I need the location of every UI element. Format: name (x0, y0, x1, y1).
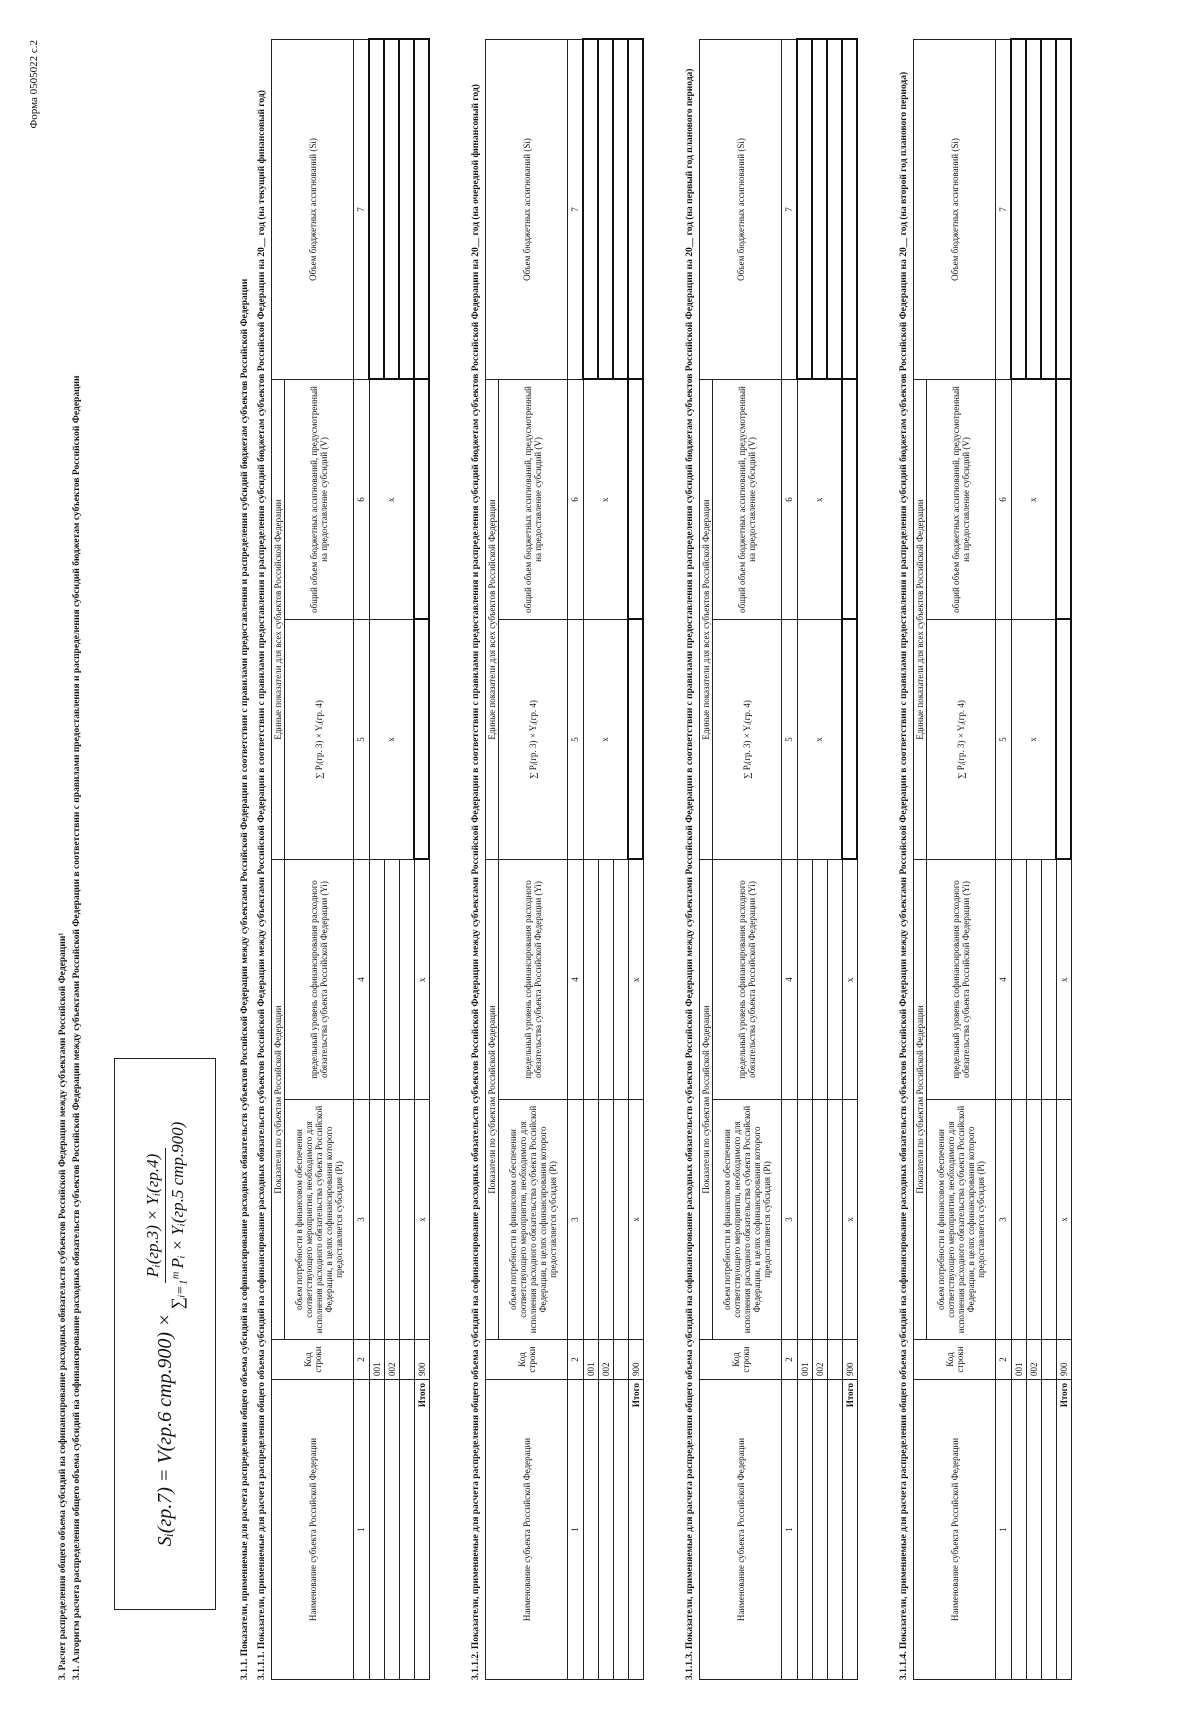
pi-value-cell[interactable] (369, 1100, 384, 1340)
total-si-cell[interactable] (414, 40, 429, 380)
total-yi-cross: x (1056, 860, 1071, 1100)
column-number: 4 (782, 860, 798, 1100)
header-si: Объем бюджетных ассигнований (Si) (914, 40, 996, 380)
section-1 (256, 40, 430, 1680)
row-code-empty (1041, 1340, 1056, 1380)
yi-value-cell[interactable] (369, 860, 384, 1100)
section-title: 3.1.1.3. Показатели, применяемые для расчета распределения общего объема субсидий на софинансирование расходных обязательств субъектов Российской Федерации между субъектами Российской Федерации в соответствии с правилами предоставления и распределения субсидий бюджетам субъектов Российской Федерации на 20__ год (на первый год планового периода) (685, 68, 695, 1680)
subject-name-cell[interactable] (827, 1380, 842, 1680)
header-row-code: Код строки (272, 1340, 354, 1380)
column-number: 3 (996, 1100, 1012, 1340)
row-code: 002 (1026, 1340, 1041, 1380)
yi-value-cell[interactable] (797, 860, 812, 1100)
column-number: 6 (996, 380, 1012, 620)
header-group-subject: Показатели по субъектам Российской Федерации (486, 860, 499, 1340)
yi-value-cell[interactable] (1041, 860, 1056, 1100)
header-sum-pi-yi: ∑ Pᵢ(гр. 3) × Yᵢ(гр. 4) (285, 620, 354, 860)
column-number: 5 (996, 620, 1012, 860)
column-number: 2 (996, 1340, 1012, 1380)
section-title: 3.1.1.1. Показатели, применяемые для расчета распределения общего объема субсидий на софинансирование расходных обязательств субъектов Российской Федерации между субъектами Российской Федерации в соответствии с правилами предоставления и распределения субсидий бюджетам субъектов Российской Федерации на 20__ год (на текущий финансовый год) (257, 90, 267, 1680)
column-number: 5 (354, 620, 370, 860)
header-pi: объем потребности в финансовом обеспечении соответствующего мероприятия, необходимого для исполнения расходного обязательства субъекта Российской Федерации, в целях софинансирования которого предоставляется субсидия (Pi) (713, 1100, 782, 1340)
total-sum-cell[interactable] (414, 620, 429, 860)
total-si-cell[interactable] (842, 40, 857, 380)
formula-numerator: Pᵢ(гр.3) × Yᵢ(гр.4) (143, 1148, 166, 1284)
si-value-cell[interactable] (812, 40, 827, 380)
header-si: Объем бюджетных ассигнований (Si) (486, 40, 568, 380)
si-value-cell[interactable] (613, 40, 628, 380)
header-group-subject: Показатели по субъектам Российской Федерации (914, 860, 927, 1340)
formula-lhs: Sᵢ(гр.7) = V(гр.6 стр.900) × (153, 1313, 176, 1547)
indicators-table (271, 39, 430, 1681)
table-row (613, 40, 628, 1680)
row-code: 001 (583, 1340, 598, 1380)
total-code: 900 (842, 1340, 857, 1380)
si-value-cell[interactable] (1026, 40, 1041, 380)
yi-value-cell[interactable] (812, 860, 827, 1100)
header-sum-pi-yi: ∑ Pᵢ(гр. 3) × Yᵢ(гр. 4) (927, 620, 996, 860)
row-code-empty (399, 1340, 414, 1380)
column-number: 3 (354, 1100, 370, 1340)
yi-value-cell[interactable] (384, 860, 399, 1100)
subject-name-cell[interactable] (369, 1380, 384, 1680)
column-number: 2 (354, 1340, 370, 1380)
subject-name-cell[interactable] (399, 1380, 414, 1680)
indicators-table (699, 39, 858, 1681)
header-subject-name: Наименование субъекта Российской Федерации (272, 1380, 354, 1680)
total-code: 900 (628, 1340, 643, 1380)
row-code-empty (613, 1340, 628, 1380)
table-row (1026, 40, 1041, 1680)
table-row (827, 40, 842, 1680)
section-3-1-1-title: 3.1.1. Показатели, применяемые для расчета распределения общего объема субсидий на софинансирование расходных обязательств субъектов Российской Федерации между субъектами Российской Федерации в соответствии с правилами предоставления и распределения субсидий бюджетам субъектов Российской Федерации (240, 278, 250, 1680)
heading-line-1: 3. Расчет распределения общего объема субсидий на софинансирование расходных обязательств субъектов Российской Федерации между субъектами Российской Федерации¹ (58, 932, 68, 1680)
column-number: 1 (996, 1380, 1012, 1680)
total-row (1056, 40, 1071, 1680)
pi-value-cell[interactable] (812, 1100, 827, 1340)
table-row (797, 40, 812, 1680)
table-row (598, 40, 613, 1680)
total-yi-cross: x (842, 860, 857, 1100)
header-yi: предельный уровень софинансирования расходного обязательства субъекта Российской Федерации (Yi) (713, 860, 782, 1100)
column-number: 6 (354, 380, 370, 620)
column-number: 1 (568, 1380, 584, 1680)
sum-cross-cell: x (369, 620, 414, 860)
column-number: 1 (782, 1380, 798, 1680)
subject-name-cell[interactable] (613, 1380, 628, 1680)
si-value-cell[interactable] (1011, 40, 1026, 380)
column-number: 7 (996, 40, 1012, 380)
table-row (1041, 40, 1056, 1680)
yi-value-cell[interactable] (399, 860, 414, 1100)
table-row (369, 40, 384, 1680)
pi-value-cell[interactable] (1026, 1100, 1041, 1340)
table-row (583, 40, 598, 1680)
v-cross-cell: x (369, 380, 414, 620)
yi-value-cell[interactable] (613, 860, 628, 1100)
si-value-cell[interactable] (369, 40, 384, 380)
total-pi-cross: x (628, 1100, 643, 1340)
pi-value-cell[interactable] (384, 1100, 399, 1340)
pi-value-cell[interactable] (1011, 1100, 1026, 1340)
si-value-cell[interactable] (384, 40, 399, 380)
pi-value-cell[interactable] (598, 1100, 613, 1340)
row-code: 002 (598, 1340, 613, 1380)
header-yi: предельный уровень софинансирования расходного обязательства субъекта Российской Федерации (Yi) (927, 860, 996, 1100)
row-code-empty (827, 1340, 842, 1380)
total-label: Итого (1056, 1380, 1071, 1680)
pi-value-cell[interactable] (399, 1100, 414, 1340)
pi-value-cell[interactable] (797, 1100, 812, 1340)
total-yi-cross: x (414, 860, 429, 1100)
sum-cross-cell: x (797, 620, 842, 860)
column-number: 7 (568, 40, 584, 380)
header-group-common: Единые показатели для всех субъектов Российской Федерации (914, 380, 927, 860)
header-subject-name: Наименование субъекта Российской Федерации (914, 1380, 996, 1680)
total-code: 900 (1056, 1340, 1071, 1380)
si-value-cell[interactable] (598, 40, 613, 380)
header-pi: объем потребности в финансовом обеспечении соответствующего мероприятия, необходимого для исполнения расходного обязательства субъекта Российской Федерации, в целях софинансирования которого предоставляется субсидия (Pi) (927, 1100, 996, 1340)
header-row-code: Код строки (486, 1340, 568, 1380)
section-title: 3.1.1.2. Показатели, применяемые для расчета распределения общего объема субсидий на софинансирование расходных обязательств субъектов Российской Федерации между субъектами Российской Федерации в соответствии с правилами предоставления и распределения субсидий бюджетам субъектов Российской Федерации на 20__ год (на очередной финансовый год) (471, 84, 481, 1680)
header-group-common: Единые показатели для всех субъектов Российской Федерации (700, 380, 713, 860)
header-group-common: Единые показатели для всех субъектов Российской Федерации (272, 380, 285, 860)
total-sum-cell[interactable] (628, 620, 643, 860)
header-si: Объем бюджетных ассигнований (Si) (272, 40, 354, 380)
column-number: 2 (782, 1340, 798, 1380)
pi-value-cell[interactable] (583, 1100, 598, 1340)
header-subject-name: Наименование субъекта Российской Федерации (486, 1380, 568, 1680)
yi-value-cell[interactable] (1026, 860, 1041, 1100)
form-id: Форма 0505022 с.2 (28, 40, 40, 129)
header-v: общий объем бюджетных ассигнований, предусмотренный на предоставление субсидий (V) (285, 380, 354, 620)
header-sum-pi-yi: ∑ Pᵢ(гр. 3) × Yᵢ(гр. 4) (713, 620, 782, 860)
column-number: 5 (568, 620, 584, 860)
column-number: 6 (568, 380, 584, 620)
column-number: 3 (782, 1100, 798, 1340)
total-sum-cell[interactable] (842, 620, 857, 860)
total-v-cell[interactable] (1056, 380, 1071, 620)
subject-name-cell[interactable] (384, 1380, 399, 1680)
si-value-cell[interactable] (399, 40, 414, 380)
column-number: 3 (568, 1100, 584, 1340)
column-number: 1 (354, 1380, 370, 1680)
header-subject-name: Наименование субъекта Российской Федерации (700, 1380, 782, 1680)
column-number: 4 (996, 860, 1012, 1100)
header-row-code: Код строки (700, 1340, 782, 1380)
column-number: 7 (354, 40, 370, 380)
total-sum-cell[interactable] (1056, 620, 1071, 860)
column-number: 2 (568, 1340, 584, 1380)
subject-name-cell[interactable] (1026, 1380, 1041, 1680)
subject-name-cell[interactable] (598, 1380, 613, 1680)
header-group-subject: Показатели по субъектам Российской Федерации (272, 860, 285, 1340)
section-4 (898, 40, 1072, 1680)
column-number: 7 (782, 40, 798, 380)
header-row-code: Код строки (914, 1340, 996, 1380)
total-si-cell[interactable] (628, 40, 643, 380)
table-row (384, 40, 399, 1680)
total-v-cell[interactable] (628, 380, 643, 620)
total-row (628, 40, 643, 1680)
si-value-cell[interactable] (827, 40, 842, 380)
total-v-cell[interactable] (414, 380, 429, 620)
column-number: 6 (782, 380, 798, 620)
sum-cross-cell: x (583, 620, 628, 860)
table-row (812, 40, 827, 1680)
column-number: 5 (782, 620, 798, 860)
si-value-cell[interactable] (583, 40, 598, 380)
formula-fraction (143, 1122, 188, 1310)
header-v: общий объем бюджетных ассигнований, предусмотренный на предоставление субсидий (V) (713, 380, 782, 620)
total-pi-cross: x (414, 1100, 429, 1340)
total-label: Итого (842, 1380, 857, 1680)
section-title: 3.1.1.4. Показатели, применяемые для расчета распределения общего объема субсидий на софинансирование расходных обязательств субъектов Российской Федерации между субъектами Российской Федерации в соответствии с правилами предоставления и распределения субсидий бюджетам субъектов Российской Федерации на 20__ год (на второй год планового периода) (899, 71, 909, 1680)
row-code: 001 (1011, 1340, 1026, 1380)
table-row (1011, 40, 1026, 1680)
total-row (414, 40, 429, 1680)
header-sum-pi-yi: ∑ Pᵢ(гр. 3) × Yᵢ(гр. 4) (499, 620, 568, 860)
table-row (399, 40, 414, 1680)
rotated-form-page (30, 30, 1170, 1690)
heading-line-2: 3.1. Алгоритм расчета распределения общего объема субсидий на софинансирование расходных обязательств субъектов Российской Федерации между субъектами Российской Федерации в соответствии с правилами предоставления и распределения субсидий бюджетам субъектов Российской Федерации (72, 375, 82, 1680)
total-pi-cross: x (842, 1100, 857, 1340)
formula-box (114, 1058, 216, 1610)
indicators-table (485, 39, 644, 1681)
yi-value-cell[interactable] (827, 860, 842, 1100)
v-cross-cell: x (1011, 380, 1056, 620)
yi-value-cell[interactable] (583, 860, 598, 1100)
header-yi: предельный уровень софинансирования расходного обязательства субъекта Российской Федерации (Yi) (499, 860, 568, 1100)
header-group-common: Единые показатели для всех субъектов Российской Федерации (486, 380, 499, 860)
total-si-cell[interactable] (1056, 40, 1071, 380)
si-value-cell[interactable] (1041, 40, 1056, 380)
header-pi: объем потребности в финансовом обеспечении соответствующего мероприятия, необходимого для исполнения расходного обязательства субъекта Российской Федерации, в целях софинансирования которого предоставляется субсидия (Pi) (499, 1100, 568, 1340)
v-cross-cell: x (583, 380, 628, 620)
header-v: общий объем бюджетных ассигнований, предусмотренный на предоставление субсидий (V) (927, 380, 996, 620)
header-pi: объем потребности в финансовом обеспечении соответствующего мероприятия, необходимого для исполнения расходного обязательства субъекта Российской Федерации, в целях софинансирования которого предоставляется субсидия (Pi) (285, 1100, 354, 1340)
pi-value-cell[interactable] (613, 1100, 628, 1340)
subject-name-cell[interactable] (1041, 1380, 1056, 1680)
total-v-cell[interactable] (842, 380, 857, 620)
subject-name-cell[interactable] (1011, 1380, 1026, 1680)
formula-denominator: ∑ᵢ₌₁ᵐ Pᵢ × Yᵢ(гр.5 стр.900) (167, 1121, 187, 1310)
subject-name-cell[interactable] (812, 1380, 827, 1680)
subject-name-cell[interactable] (797, 1380, 812, 1680)
subject-name-cell[interactable] (583, 1380, 598, 1680)
header-v: общий объем бюджетных ассигнований, предусмотренный на предоставление субсидий (V) (499, 380, 568, 620)
sum-cross-cell: x (1011, 620, 1056, 860)
section-2 (470, 40, 644, 1680)
header-yi: предельный уровень софинансирования расходного обязательства субъекта Российской Федерации (Yi) (285, 860, 354, 1100)
row-code: 001 (797, 1340, 812, 1380)
section-3 (684, 40, 858, 1680)
column-number: 4 (568, 860, 584, 1100)
indicators-table (913, 39, 1072, 1681)
total-row (842, 40, 857, 1680)
si-value-cell[interactable] (797, 40, 812, 380)
total-code: 900 (414, 1340, 429, 1380)
pi-value-cell[interactable] (1041, 1100, 1056, 1340)
yi-value-cell[interactable] (1011, 860, 1026, 1100)
pi-value-cell[interactable] (827, 1100, 842, 1340)
row-code: 001 (369, 1340, 384, 1380)
total-yi-cross: x (628, 860, 643, 1100)
header-group-subject: Показатели по субъектам Российской Федерации (700, 860, 713, 1340)
row-code: 002 (384, 1340, 399, 1380)
header-si: Объем бюджетных ассигнований (Si) (700, 40, 782, 380)
yi-value-cell[interactable] (598, 860, 613, 1100)
column-number: 4 (354, 860, 370, 1100)
total-label: Итого (628, 1380, 643, 1680)
row-code: 002 (812, 1340, 827, 1380)
total-pi-cross: x (1056, 1100, 1071, 1340)
v-cross-cell: x (797, 380, 842, 620)
total-label: Итого (414, 1380, 429, 1680)
